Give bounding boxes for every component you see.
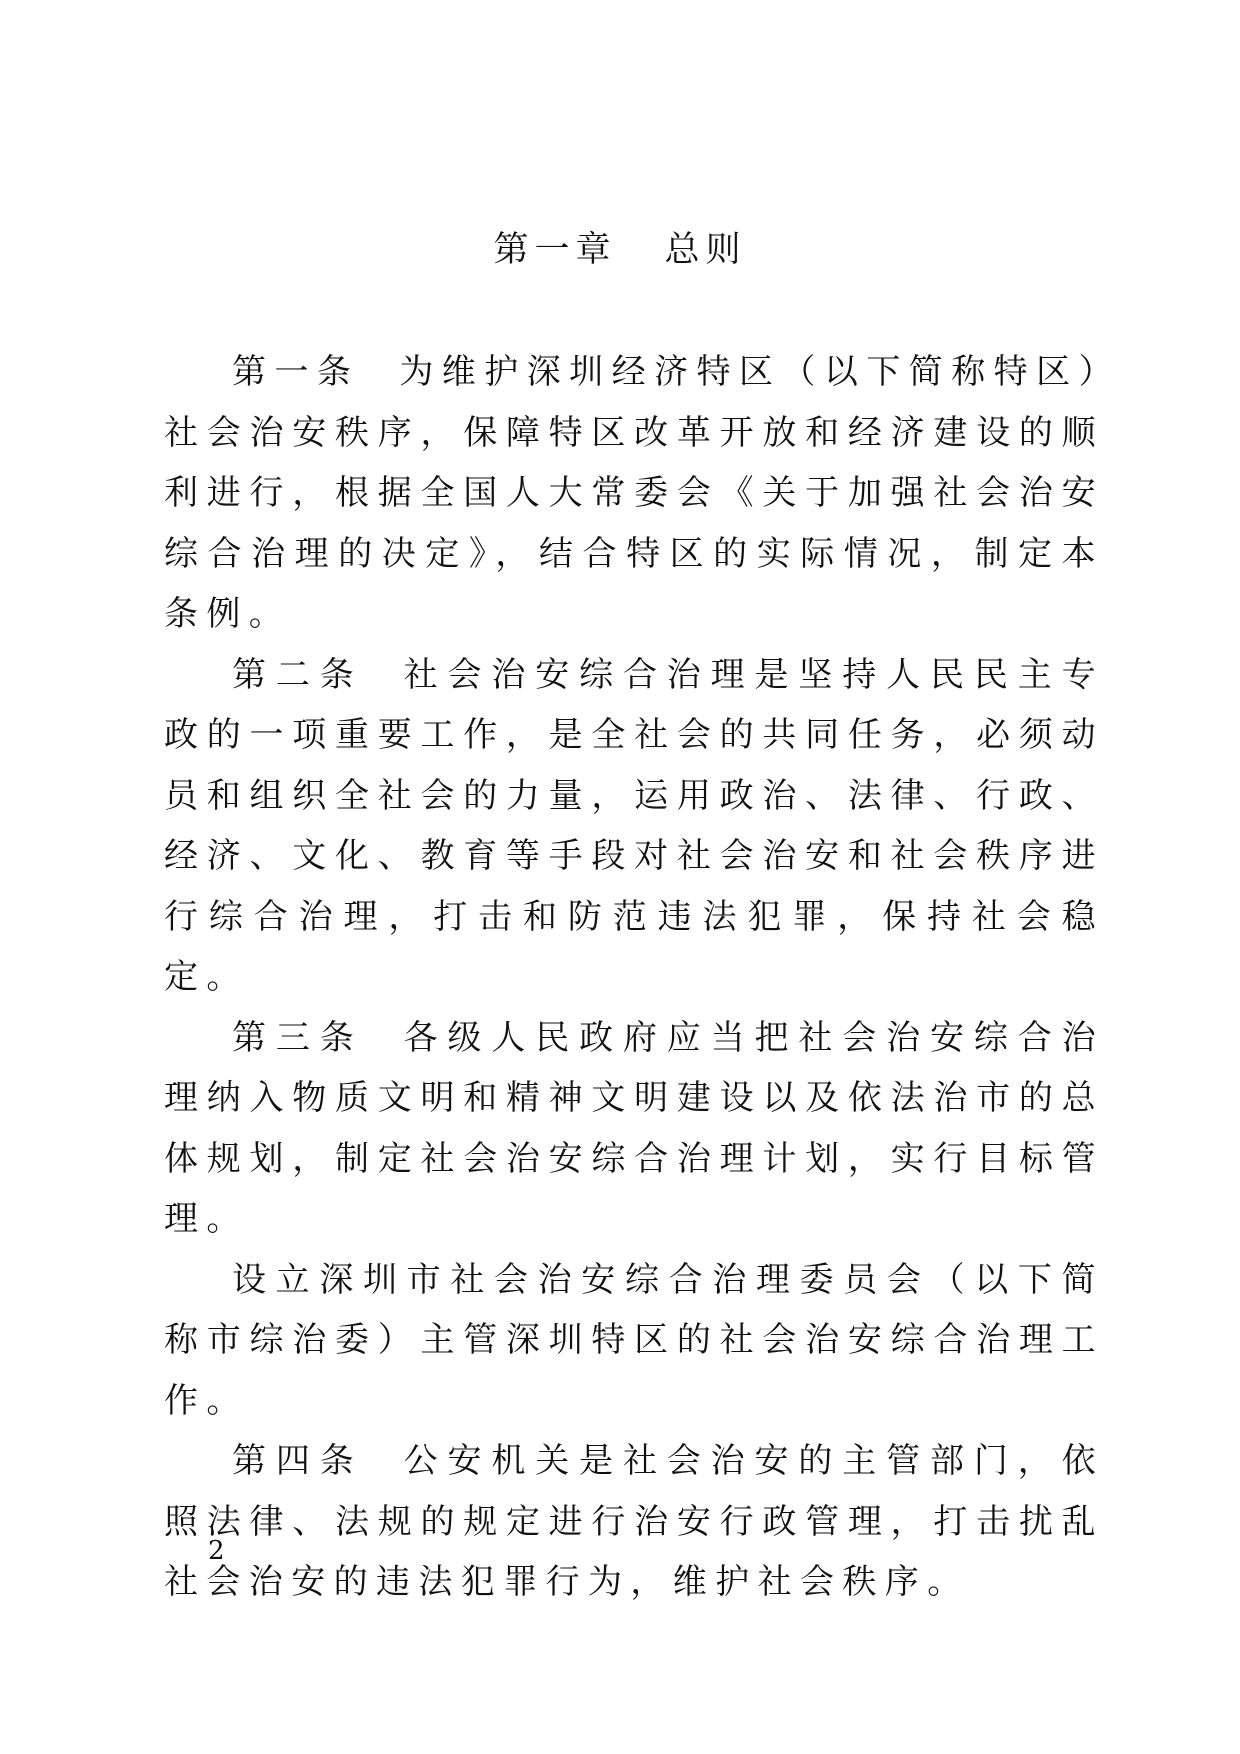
article-3-paragraph-2 bbox=[164, 1250, 1104, 1432]
chapter-title bbox=[0, 226, 1240, 274]
article-number: 第二条 bbox=[232, 654, 364, 695]
article-text: 为维护深圳经济特区（以下简称特区）社会治安秩序，保障特区改革开放和经济建设的顺利进行，根据全国人大常委会《关于加强社会治安综合治理的决定》，结合特区的实际情况，制定本条例。 bbox=[164, 352, 1104, 634]
document-body bbox=[164, 342, 1104, 1613]
article-3 bbox=[164, 1008, 1104, 1250]
article-text: 设立深圳市社会治安综合治理委员会（以下简称市综治委）主管深圳特区的社会治安综合治理工作。 bbox=[164, 1259, 1104, 1421]
article-text: 社会治安综合治理是坚持人民民主专政的一项重要工作，是全社会的共同任务，必须动员和组织全社会的力量，运用政治、法律、行政、经济、文化、教育等手段对社会治安和社会秩序进行综合治理，打击和防范违法犯罪，保持社会稳定。 bbox=[164, 654, 1105, 997]
article-1 bbox=[164, 342, 1104, 645]
article-number: 第一条 bbox=[232, 352, 360, 392]
article-4 bbox=[164, 1431, 1104, 1613]
page-number: 2 bbox=[208, 1536, 225, 1566]
chapter-label: 第一章 bbox=[493, 230, 617, 270]
article-number: 第三条 bbox=[232, 1017, 364, 1058]
chapter-name: 总则 bbox=[664, 230, 747, 270]
article-2 bbox=[164, 645, 1104, 1008]
article-text: 公安机关是社会治安的主管部门，依照法律、法规的规定进行治安行政管理，打击扰乱社会治安的违法犯罪行为，维护社会秩序。 bbox=[164, 1441, 1105, 1602]
article-number: 第四条 bbox=[232, 1441, 364, 1481]
article-text: 各级人民政府应当把社会治安综合治理纳入物质文明和精神文明建设以及依法治市的总体规划，制定社会治安综合治理计划，实行目标管理。 bbox=[164, 1017, 1105, 1239]
